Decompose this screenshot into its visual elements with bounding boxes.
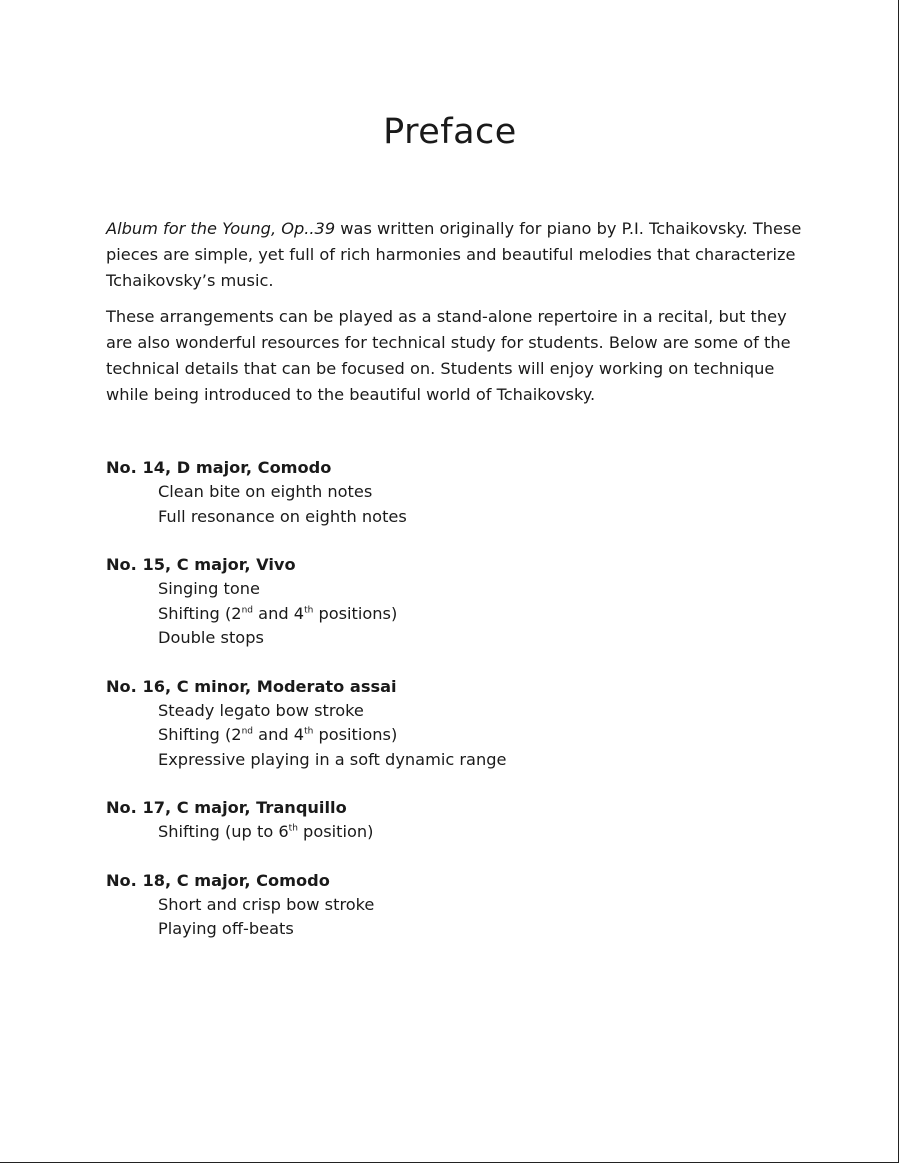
technique-item: Full resonance on eighth notes [158,506,407,526]
technique-item: Singing tone [158,579,260,598]
technique-item-shifting [158,820,806,845]
ordinal-suffix: th [304,726,314,737]
piece-section-17 [106,796,806,845]
technique-list [106,820,806,845]
shifting-text: Shifting (2 [158,725,242,744]
piece-list [106,456,806,942]
work-title: Album for the Young, Op..39 [106,219,336,238]
page-title: Preface [383,112,517,152]
ordinal-suffix: nd [241,605,254,616]
piece-section-18 [106,869,806,942]
piece-heading: No. 18, C major, Comodo [106,870,330,890]
technique-item: Expressive playing in a soft dynamic range [158,749,507,769]
piece-heading: No. 17, C major, Tranquillo [106,798,347,817]
shifting-text: Shifting (2 [158,603,242,623]
technique-item-shifting [158,602,806,627]
intro-paragraph-1-text: was written originally for piano by P.I. Tchaikovsky. These pieces are simple, yet full of rich harmonies and beautiful melodies that characterize Tchaikovsky’s music. [106,219,802,290]
shifting-text: and 4 [253,603,305,623]
technique-item: Double stops [158,628,264,647]
piece-heading: No. 14, D major, Comodo [106,458,332,477]
technique-item: Playing off-beats [158,919,294,938]
intro-paragraph-2: These arrangements can be played as a stand-alone repertoire in a recital, but they are also wonderful resources for technical study for students. Below are some of the technical details that can be focused on. Students will enjoy working on technique while being introduced to the beautiful world of Tchaikovsky. [106,307,791,404]
piece-heading: No. 16, C minor, Moderato assai [106,676,397,696]
ordinal-suffix: th [288,823,298,834]
technique-list [106,699,806,773]
shifting-text: and 4 [253,725,305,744]
piece-heading: No. 15, C major, Vivo [106,555,296,574]
piece-section-14 [106,456,806,529]
technique-item-shifting [158,723,806,748]
technique-list [106,480,806,529]
intro-paragraph-1 [106,216,806,294]
ordinal-suffix: th [304,605,314,616]
shifting-text: positions) [313,603,398,623]
technique-item: Short and crisp bow stroke [158,894,375,914]
preface-body [106,216,806,966]
piece-section-16 [106,675,806,773]
technique-list [106,577,806,651]
shifting-text: position) [297,822,374,841]
technique-list [106,893,806,942]
technique-item: Steady legato bow stroke [158,700,364,720]
shifting-text: Shifting (up to 6 [158,822,289,841]
piece-section-15 [106,553,806,651]
shifting-text: positions) [313,725,398,744]
technique-item: Clean bite on eighth notes [158,482,373,501]
ordinal-suffix: nd [241,726,254,737]
